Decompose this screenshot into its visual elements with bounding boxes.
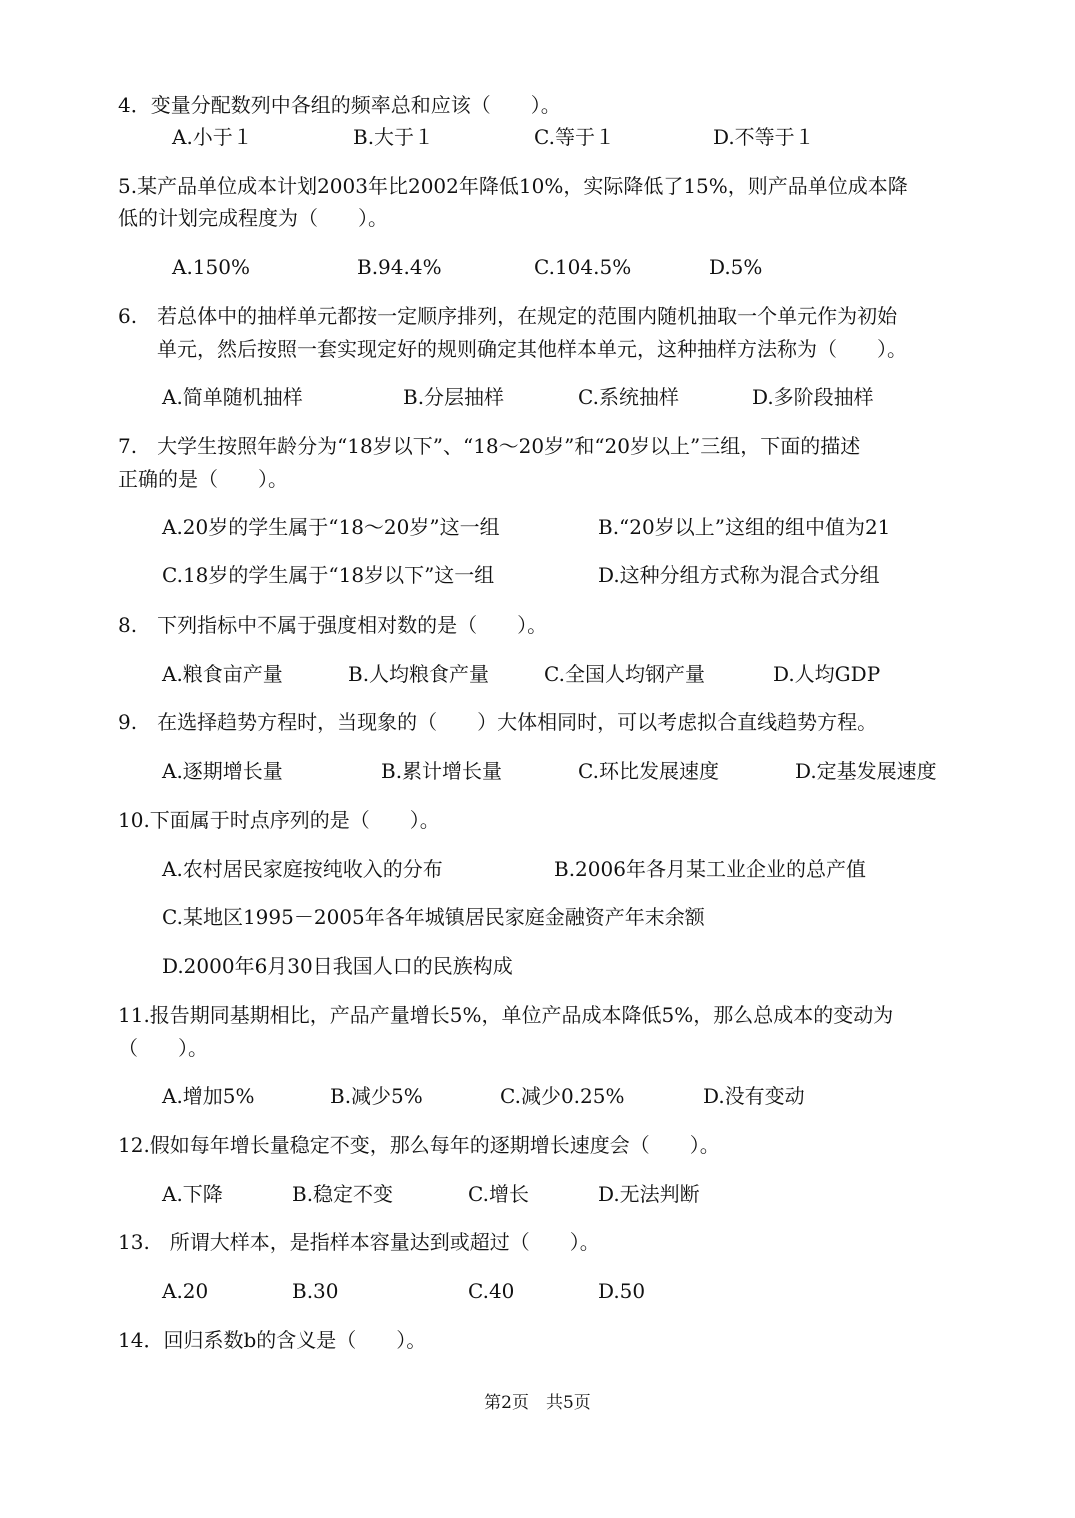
q6-option-d: D.多阶段抽样	[752, 385, 874, 409]
q5-option-b: B.94.4%	[357, 255, 442, 279]
q7-option-b: B.“20岁以上”这组的组中值为21	[598, 515, 891, 539]
q10-option-a: A.农村居民家庭按纯收入的分布	[162, 857, 443, 881]
q9-option-b: B.累计增长量	[381, 759, 503, 783]
q7-option-d: D.这种分组方式称为混合式分组	[598, 563, 880, 587]
q4-stem: 4．变量分配数列中各组的频率总和应该（ ）。	[118, 93, 561, 117]
q4-option-b: B.大于１	[353, 125, 435, 149]
q5-option-a: A.150%	[172, 255, 250, 279]
q5-stem-line2: 低的计划完成程度为（ ）。	[118, 206, 388, 230]
q12-option-c: C.增长	[468, 1182, 529, 1206]
q11-option-a: A.增加5%	[162, 1084, 255, 1108]
q10-stem: 10.下面属于时点序列的是（ ）。	[118, 808, 440, 832]
q7-option-a: A.20岁的学生属于“18～20岁”这一组	[162, 515, 500, 539]
q8-stem: 8. 下列指标中不属于强度相对数的是（ ）。	[118, 613, 548, 637]
q13-option-c: C.40	[468, 1279, 515, 1303]
q4-option-c: C.等于１	[534, 125, 615, 149]
q4-option-a: A.小于１	[172, 125, 253, 149]
q12-option-a: A.下降	[162, 1182, 223, 1206]
q11-stem-line1: 11.报告期同基期相比，产品产量增长5%，单位产品成本降低5%，那么总成本的变动为	[118, 1003, 894, 1027]
q13-option-a: A.20	[162, 1279, 209, 1303]
q9-option-d: D.定基发展速度	[795, 759, 937, 783]
q7-stem-line1: 7. 大学生按照年龄分为“18岁以下”、“18～20岁”和“20岁以上”三组，下面的描述	[118, 434, 861, 458]
q14-stem: 14．回归系数b的含义是（ ）。	[118, 1328, 427, 1352]
q6-stem-line1: 6. 若总体中的抽样单元都按一定顺序排列，在规定的范围内随机抽取一个单元作为初始	[118, 304, 898, 328]
q10-option-b: B.2006年各月某工业企业的总产值	[554, 857, 866, 881]
q11-option-c: C.减少0.25%	[500, 1084, 625, 1108]
q10-option-d: D.2000年6月30日我国人口的民族构成	[162, 954, 513, 978]
q9-option-c: C.环比发展速度	[578, 759, 719, 783]
q6-option-b: B.分层抽样	[403, 385, 505, 409]
q7-stem-line2: 正确的是（ ）。	[118, 467, 288, 491]
page-footer: 第2页 共5页	[484, 1393, 591, 1413]
q11-option-b: B.减少5%	[330, 1084, 423, 1108]
q5-option-d: D.5%	[709, 255, 763, 279]
q11-option-d: D.没有变动	[703, 1084, 805, 1108]
q9-option-a: A.逐期增长量	[162, 759, 283, 783]
q6-option-c: C.系统抽样	[578, 385, 679, 409]
q13-option-d: D.50	[598, 1279, 646, 1303]
q13-stem: 13. 所谓大样本，是指样本容量达到或超过（ ）。	[118, 1230, 600, 1254]
q9-stem: 9. 在选择趋势方程时，当现象的（ ）大体相同时，可以考虑拟合直线趋势方程。	[118, 710, 878, 734]
q12-option-d: D.无法判断	[598, 1182, 700, 1206]
q11-stem-line2: （ ）。	[118, 1036, 208, 1060]
q13-option-b: B.30	[292, 1279, 339, 1303]
q7-option-c: C.18岁的学生属于“18岁以下”这一组	[162, 563, 495, 587]
q8-option-b: B.人均粮食产量	[348, 662, 490, 686]
q12-option-b: B.稳定不变	[292, 1182, 394, 1206]
q5-option-c: C.104.5%	[534, 255, 632, 279]
q6-option-a: A.简单随机抽样	[162, 385, 303, 409]
q6-stem-line2: 单元，然后按照一套实现定好的规则确定其他样本单元，这种抽样方法称为（ ）。	[157, 337, 907, 361]
q8-option-d: D.人均GDP	[773, 662, 881, 686]
q10-option-c: C.某地区1995－2005年各年城镇居民家庭金融资产年末余额	[162, 905, 705, 929]
q8-option-a: A.粮食亩产量	[162, 662, 283, 686]
q12-stem: 12.假如每年增长量稳定不变，那么每年的逐期增长速度会（ ）。	[118, 1133, 720, 1157]
q5-stem-line1: 5.某产品单位成本计划2003年比2002年降低10%，实际降低了15%，则产品单位成本降	[118, 174, 908, 198]
q4-option-d: D.不等于１	[713, 125, 815, 149]
q8-option-c: C.全国人均钢产量	[544, 662, 705, 686]
